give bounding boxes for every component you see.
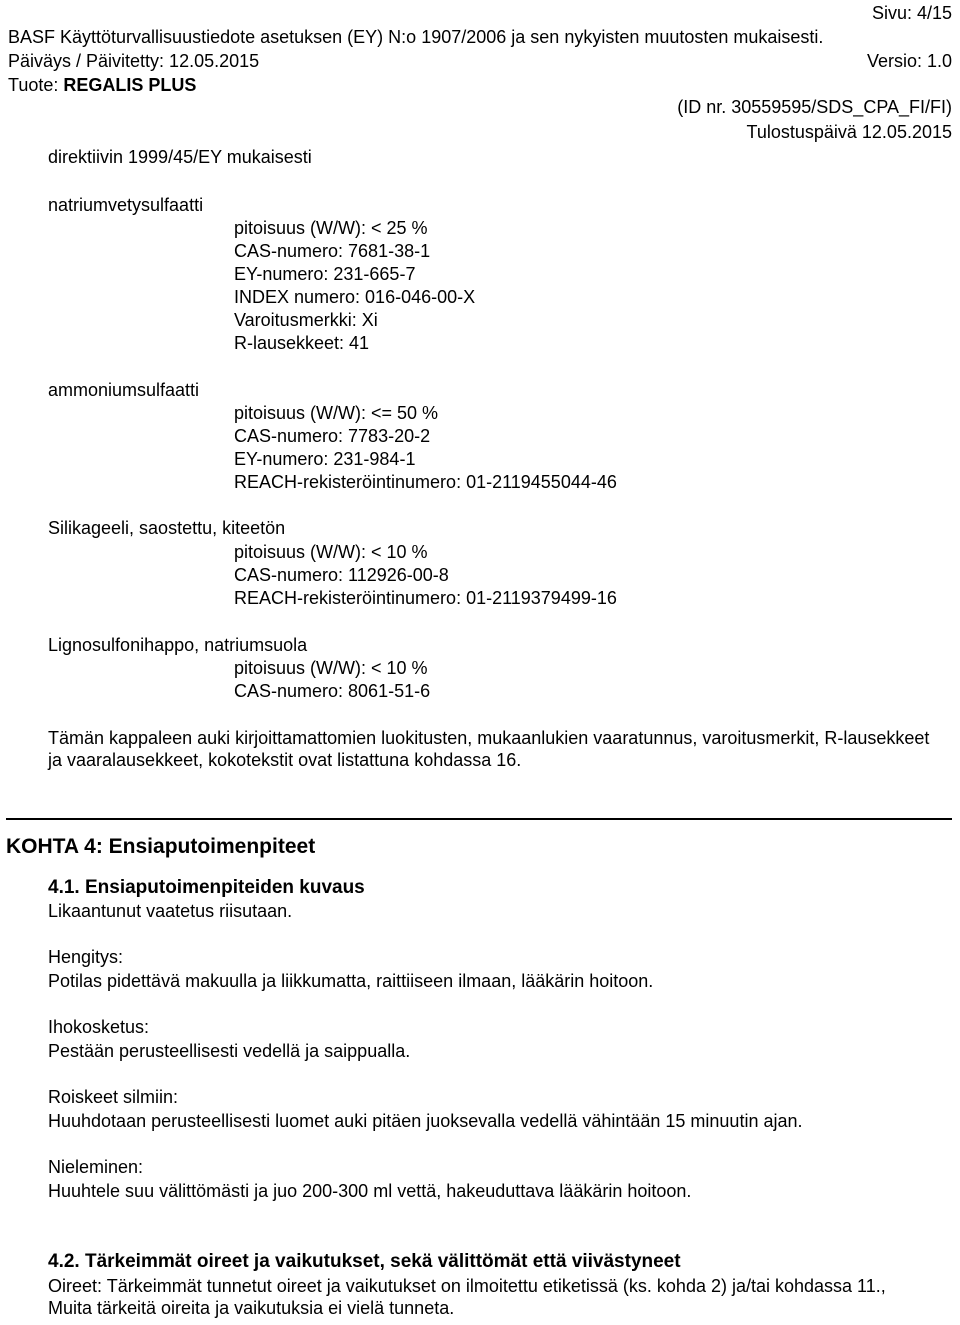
- item-text: Huuhdotaan perusteellisesti luomet auki pitäen juoksevalla vedellä vähintään 15 minuutin ajan.: [48, 1111, 803, 1131]
- version: Versio: 1.0: [866, 51, 952, 71]
- revision-date: Päiväys / Päivitetty: 12.05.2015: [8, 51, 260, 71]
- section-divider: [6, 818, 952, 820]
- classification-note: Tämän kappaleen auki kirjoittamattomien luokitusten, mukaanlukien vaaratunnus, varoitusmerkit, R-lausekkeet ja vaaralausekkeet, kokotekstit ovat listattuna kohdassa 16.: [48, 728, 930, 770]
- substance-prop: pitoisuus (W/W): < 25 %: [234, 218, 428, 238]
- subsection-text: Oireet: Tärkeimmät tunnetut oireet ja vaikutukset on ilmoitettu etiketissä (ks. kohda 2) ja/tai kohdassa 11., Muita tärkeitä oireita ja vaikutuksia ei vielä tunneta.: [48, 1276, 886, 1318]
- substance-prop: CAS-numero: 7681-38-1: [234, 241, 431, 261]
- substance-prop: EY-numero: 231-984-1: [234, 449, 416, 469]
- directive-line: direktiivin 1999/45/EY mukaisesti: [48, 147, 312, 167]
- substance-prop: CAS-numero: 7783-20-2: [234, 426, 431, 446]
- product-label: Tuote:: [8, 75, 59, 95]
- item-text: Potilas pidettävä makuulla ja liikkumatta, raittiiseen ilmaan, lääkärin hoitoon.: [48, 971, 654, 991]
- substance-prop: EY-numero: 231-665-7: [234, 264, 416, 284]
- substance-prop: INDEX numero: 016-046-00-X: [234, 287, 476, 307]
- substance-prop: REACH-rekisteröintinumero: 01-2119455044-46: [234, 472, 617, 492]
- substance-prop: pitoisuus (W/W): <= 50 %: [234, 403, 439, 423]
- print-date: Tulostuspäivä 12.05.2015: [746, 122, 952, 142]
- subsection-text: Likaantunut vaatetus riisutaan.: [48, 901, 293, 921]
- substance-name: Lignosulfonihappo, natriumsuola: [48, 635, 308, 655]
- substance-name: ammoniumsulfaatti: [48, 380, 200, 400]
- item-label: Ihokosketus:: [48, 1017, 150, 1037]
- product-name: REGALIS PLUS: [63, 75, 197, 95]
- item-text: Pestään perusteellisesti vedellä ja saippualla.: [48, 1041, 411, 1061]
- document-id: (ID nr. 30559595/SDS_CPA_FI/FI): [677, 97, 952, 117]
- substance-name: natriumvetysulfaatti: [48, 195, 204, 215]
- subsection-title: 4.2. Tärkeimmät oireet ja vaikutukset, sekä välittömät että viivästyneet: [48, 1251, 681, 1272]
- substance-name: Silikageeli, saostettu, kiteetön: [48, 518, 286, 538]
- item-label: Roiskeet silmiin:: [48, 1087, 179, 1107]
- section-title: KOHTA 4: Ensiaputoimenpiteet: [6, 835, 316, 858]
- substance-prop: R-lausekkeet: 41: [234, 333, 370, 353]
- page-number: Sivu: 4/15: [871, 3, 952, 23]
- substance-prop: pitoisuus (W/W): < 10 %: [234, 658, 428, 678]
- document-title: BASF Käyttöturvallisuustiedote asetuksen (EY) N:o 1907/2006 ja sen nykyisten muutosten mukaisesti.: [8, 27, 824, 47]
- item-label: Hengitys:: [48, 947, 124, 967]
- substance-prop: CAS-numero: 112926-00-8: [234, 565, 449, 585]
- item-text: Huuhtele suu välittömästi ja juo 200-300 ml vettä, hakeuduttava lääkärin hoitoon.: [48, 1181, 692, 1201]
- product-line: [8, 74, 196, 96]
- subsection-title: 4.1. Ensiaputoimenpiteiden kuvaus: [48, 877, 365, 898]
- substance-prop: Varoitusmerkki: Xi: [234, 310, 378, 330]
- substance-prop: CAS-numero: 8061-51-6: [234, 681, 431, 701]
- substance-prop: REACH-rekisteröintinumero: 01-2119379499-16: [234, 588, 617, 608]
- item-label: Nieleminen:: [48, 1157, 144, 1177]
- substance-prop: pitoisuus (W/W): < 10 %: [234, 542, 428, 562]
